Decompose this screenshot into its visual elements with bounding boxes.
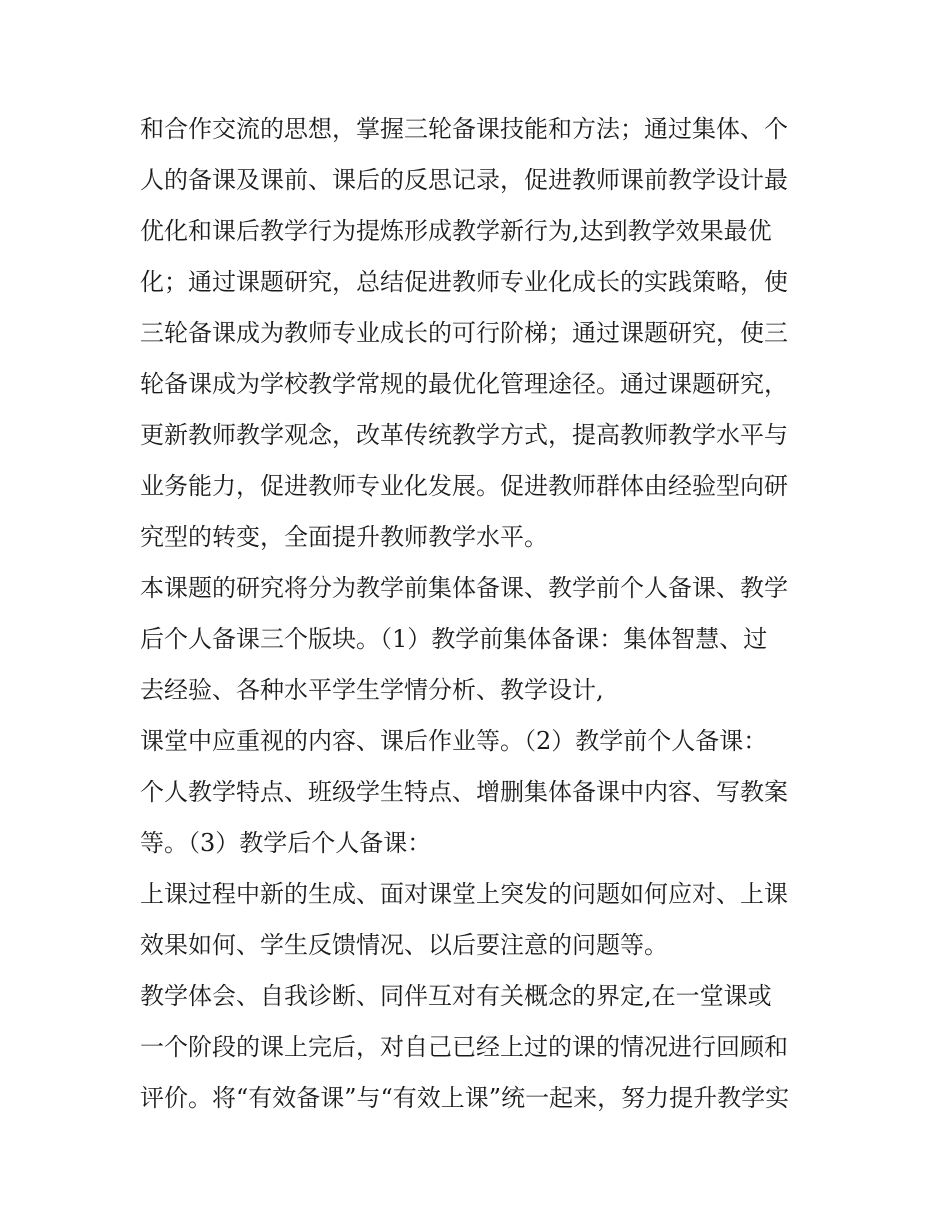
text-line: 更新教师教学观念，改革传统教学方式，提高教师教学水平与 bbox=[140, 421, 788, 449]
text-line: 人的备课及课前、课后的反思记录，促进教师课前教学设计最 bbox=[140, 166, 788, 194]
document-body bbox=[140, 104, 815, 1124]
text-line: 去经验、各种水平学生学情分析、教学设计, bbox=[140, 676, 604, 704]
text-line: 究型的转变，全面提升教师教学水平。 bbox=[140, 523, 548, 551]
text-line: 三轮备课成为教师专业成长的可行阶梯；通过课题研究，使三 bbox=[140, 319, 788, 347]
text-line: 上课过程中新的生成、面对课堂上突发的问题如何应对、上课 bbox=[140, 880, 788, 908]
text-line: 等。（3）教学后个人备课： bbox=[140, 829, 432, 857]
text-line: 后个人备课三个版块。（1）教学前集体备课：集体智慧、过 bbox=[140, 625, 768, 653]
text-line: 和合作交流的思想，掌握三轮备课技能和方法；通过集体、个 bbox=[140, 115, 788, 143]
text-line: 业务能力，促进教师专业化发展。促进教师群体由经验型向研 bbox=[140, 472, 788, 500]
text-line: 效果如何、学生反馈情况、以后要注意的问题等。 bbox=[140, 931, 668, 959]
text-line: 教学体会、自我诊断、同伴互对有关概念的界定,在一堂课或 bbox=[140, 982, 772, 1010]
text-line: 课堂中应重视的内容、课后作业等。（2）教学前个人备课： bbox=[140, 727, 768, 755]
text-line: 本课题的研究将分为教学前集体备课、教学前个人备课、教学 bbox=[140, 574, 788, 602]
text-line: 个人教学特点、班级学生特点、增删集体备课中内容、写教案 bbox=[140, 778, 788, 806]
text-line: 优化和课后教学行为提炼形成教学新行为,达到教学效果最优 bbox=[140, 217, 772, 245]
text-line: 轮备课成为学校教学常规的最优化管理途径。通过课题研究， bbox=[140, 370, 788, 398]
text-line: 一个阶段的课上完后，对自己已经上过的课的情况进行回顾和 bbox=[140, 1033, 788, 1061]
text-line: 化；通过课题研究，总结促进教师专业化成长的实践策略，使 bbox=[140, 268, 788, 296]
text-line: 评价。将“有效备课”与“有效上课”统一起来，努力提升教学实 bbox=[140, 1084, 790, 1112]
